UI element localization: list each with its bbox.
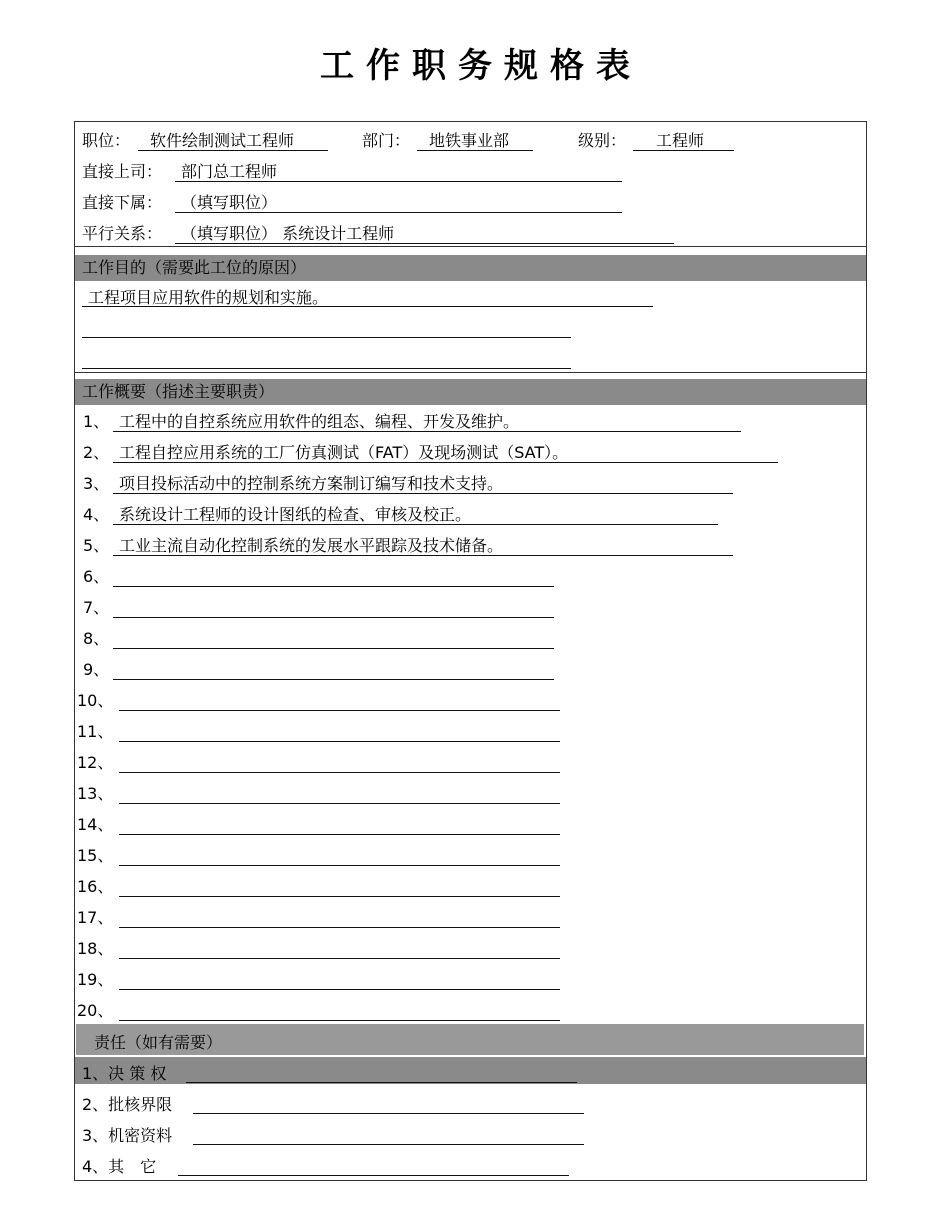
summary-item-line[interactable] bbox=[119, 834, 560, 835]
confidential-info-label: 3、机密资料 bbox=[82, 1126, 173, 1145]
summary-item-text[interactable]: 工程中的自控系统应用软件的组态、编程、开发及维护。 bbox=[119, 412, 520, 431]
summary-item-line[interactable] bbox=[119, 989, 560, 990]
summary-item-number: 3、 bbox=[83, 474, 110, 493]
summary-item-line[interactable] bbox=[119, 741, 560, 742]
summary-item-number: 14、 bbox=[77, 815, 114, 834]
summary-heading: 工作概要（指述主要职责） bbox=[82, 382, 275, 401]
summary-item-number: 16、 bbox=[77, 877, 114, 896]
approval-limit-label: 2、批核界限 bbox=[82, 1095, 173, 1114]
supervisor-value[interactable]: 部门总工程师 bbox=[181, 162, 278, 181]
other-label: 4、其 它 bbox=[82, 1157, 157, 1176]
decision-row-bar bbox=[75, 1057, 866, 1084]
summary-item-number: 10、 bbox=[77, 691, 114, 710]
summary-item-number: 18、 bbox=[77, 939, 114, 958]
summary-item-line bbox=[113, 462, 778, 463]
summary-item-line bbox=[113, 524, 718, 525]
summary-item-number: 13、 bbox=[77, 784, 114, 803]
summary-item-text[interactable]: 项目投标活动中的控制系统方案制订编写和技术支持。 bbox=[119, 474, 504, 493]
summary-item-number: 11、 bbox=[77, 722, 114, 741]
summary-item-line[interactable] bbox=[119, 1020, 560, 1021]
summary-item-number: 17、 bbox=[77, 908, 114, 927]
summary-item-number: 12、 bbox=[77, 753, 114, 772]
summary-item-line[interactable] bbox=[113, 648, 554, 649]
summary-item-number: 6、 bbox=[83, 567, 110, 586]
summary-item-text[interactable]: 系统设计工程师的设计图纸的检查、审核及校正。 bbox=[119, 505, 472, 524]
summary-item-number: 4、 bbox=[83, 505, 110, 524]
decision-authority-line[interactable] bbox=[186, 1082, 577, 1083]
page-title: 工作职务规格表 bbox=[320, 46, 642, 86]
summary-item-line[interactable] bbox=[119, 710, 560, 711]
subordinate-underline bbox=[175, 212, 622, 213]
summary-item-line[interactable] bbox=[119, 772, 560, 773]
summary-item-line bbox=[113, 431, 741, 432]
responsibility-heading: 责任（如有需要） bbox=[94, 1033, 223, 1052]
summary-item-number: 15、 bbox=[77, 846, 114, 865]
section-divider bbox=[74, 246, 867, 247]
department-underline bbox=[417, 150, 533, 151]
section-divider bbox=[74, 372, 867, 373]
summary-item-line[interactable] bbox=[119, 958, 560, 959]
summary-item-number: 19、 bbox=[77, 970, 114, 989]
purpose-heading: 工作目的（需要此工位的原因） bbox=[82, 258, 307, 277]
department-label: 部门： bbox=[362, 131, 411, 150]
other-line[interactable] bbox=[178, 1175, 569, 1176]
supervisor-label: 直接上司： bbox=[82, 162, 163, 181]
level-value[interactable]: 工程师 bbox=[656, 131, 705, 150]
peer-underline bbox=[175, 243, 674, 244]
department-value[interactable]: 地铁事业部 bbox=[429, 131, 510, 150]
summary-item-line[interactable] bbox=[113, 679, 554, 680]
summary-item-number: 5、 bbox=[83, 536, 110, 555]
summary-item-number: 9、 bbox=[83, 660, 110, 679]
summary-item-line[interactable] bbox=[119, 865, 560, 866]
position-value[interactable]: 软件绘制测试工程师 bbox=[150, 131, 295, 150]
summary-item-number: 1、 bbox=[83, 412, 110, 431]
purpose-blank-line[interactable] bbox=[82, 337, 571, 338]
summary-item-line bbox=[113, 555, 733, 556]
summary-item-text[interactable]: 工程自控应用系统的工厂仿真测试（FAT）及现场测试（SAT）。 bbox=[119, 443, 569, 462]
subordinate-label: 直接下属： bbox=[82, 193, 163, 212]
peer-value[interactable]: （填写职位） 系统设计工程师 bbox=[181, 224, 395, 243]
purpose-blank-line[interactable] bbox=[82, 368, 571, 369]
level-underline bbox=[633, 150, 734, 151]
peer-label: 平行关系： bbox=[82, 224, 163, 243]
summary-item-number: 7、 bbox=[83, 598, 110, 617]
position-label: 职位： bbox=[82, 131, 131, 150]
summary-item-line[interactable] bbox=[113, 617, 554, 618]
confidential-info-line[interactable] bbox=[193, 1144, 584, 1145]
summary-item-line[interactable] bbox=[119, 927, 560, 928]
summary-item-line bbox=[113, 493, 733, 494]
subordinate-value[interactable]: （填写职位） bbox=[181, 193, 278, 212]
level-label: 级别： bbox=[578, 131, 627, 150]
decision-authority-label: 1、决 策 权 bbox=[82, 1064, 167, 1083]
summary-item-line[interactable] bbox=[119, 896, 560, 897]
purpose-text[interactable]: 工程项目应用软件的规划和实施。 bbox=[88, 288, 329, 307]
approval-limit-line[interactable] bbox=[193, 1113, 584, 1114]
summary-item-text[interactable]: 工业主流自动化控制系统的发展水平跟踪及技术储备。 bbox=[119, 536, 504, 555]
summary-item-number: 2、 bbox=[83, 443, 110, 462]
supervisor-underline bbox=[175, 181, 622, 182]
summary-item-line[interactable] bbox=[113, 586, 554, 587]
position-underline bbox=[138, 150, 328, 151]
summary-item-line[interactable] bbox=[119, 803, 560, 804]
summary-item-number: 20、 bbox=[77, 1001, 114, 1020]
purpose-underline bbox=[82, 306, 653, 307]
summary-item-number: 8、 bbox=[83, 629, 110, 648]
